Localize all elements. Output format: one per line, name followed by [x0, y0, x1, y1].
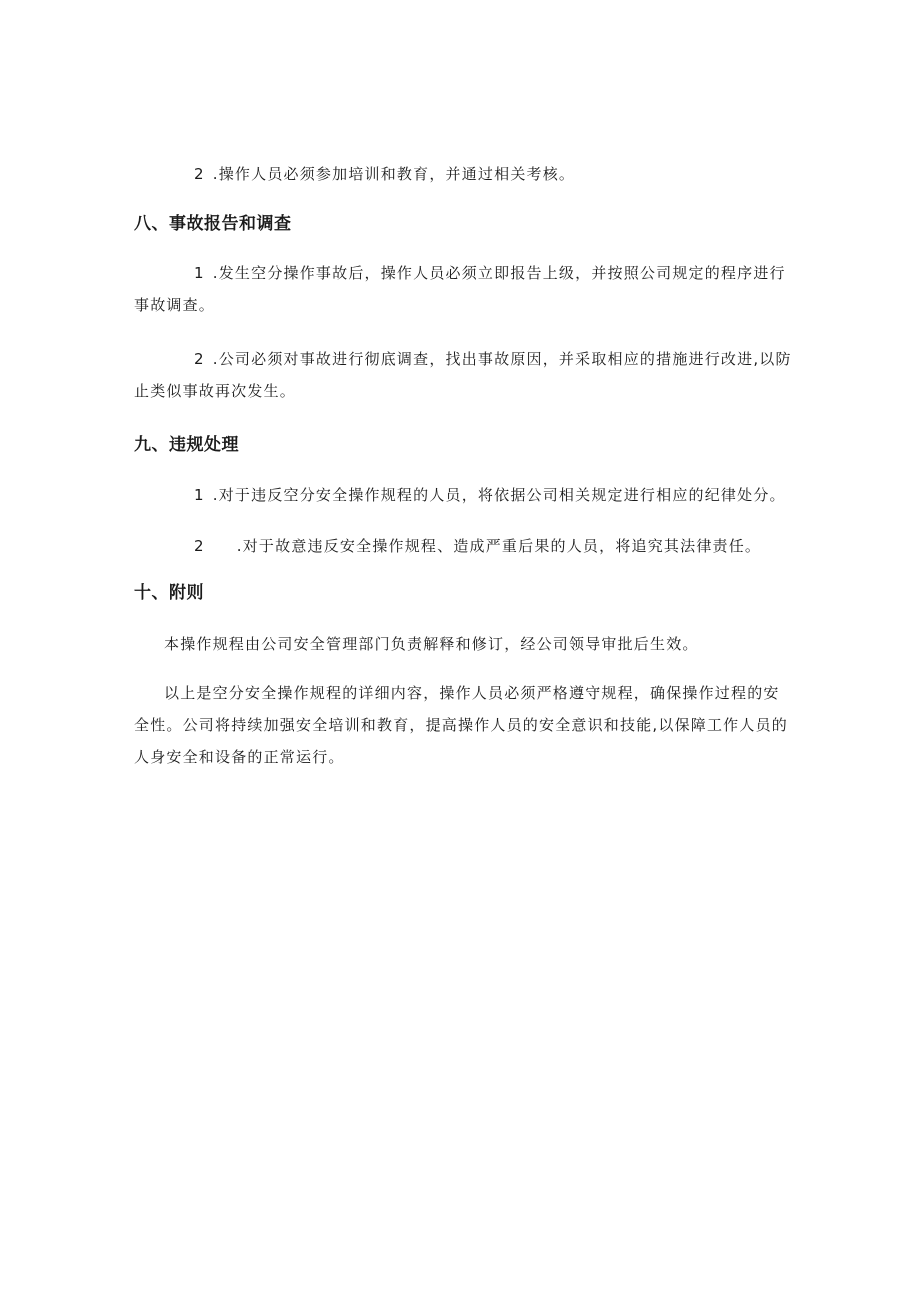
item-number: 1: [194, 264, 205, 282]
section7-item2: [134, 158, 794, 190]
item-number: 2: [194, 350, 205, 368]
section9-heading: 九、违规处理: [134, 435, 239, 455]
section9-item2: [134, 530, 794, 562]
section9-item1: [134, 479, 794, 511]
section10-para1: 本操作规程由公司安全管理部门负责解释和修订，经公司领导审批后生效。: [164, 635, 699, 653]
item-number: 1: [194, 486, 205, 504]
section10-heading: 十、附则: [134, 583, 204, 603]
item-text: .操作人员必须参加培训和教育，并通过相关考核。: [212, 165, 576, 183]
section10-para2: 以上是空分安全操作规程的详细内容，操作人员必须严格遵守规程，确保操作过程的安全性。公司将持续加强安全培训和教育，提高操作人员的安全意识和技能,以保障工作人员的人身安全和设备的正常运行。: [134, 684, 788, 766]
item-text: .对于故意违反安全操作规程、造成严重后果的人员，将追究其法律责任。: [236, 537, 762, 555]
section8-item2: [134, 343, 794, 407]
item-text: .公司必须对事故进行彻底调查，找出事故原因，并采取相应的措施进行改进,以防止类似事故再次发生。: [134, 350, 792, 400]
item-number: 2: [194, 537, 205, 555]
item-text: .对于违反空分安全操作规程的人员，将依据公司相关规定进行相应的纪律处分。: [212, 486, 786, 504]
item-text: .发生空分操作事故后，操作人员必须立即报告上级，并按照公司规定的程序进行事故调查。: [134, 264, 786, 314]
section8-item1: [134, 257, 794, 321]
item-number: 2: [194, 165, 205, 183]
section8-heading: 八、事故报告和调查: [134, 214, 292, 234]
